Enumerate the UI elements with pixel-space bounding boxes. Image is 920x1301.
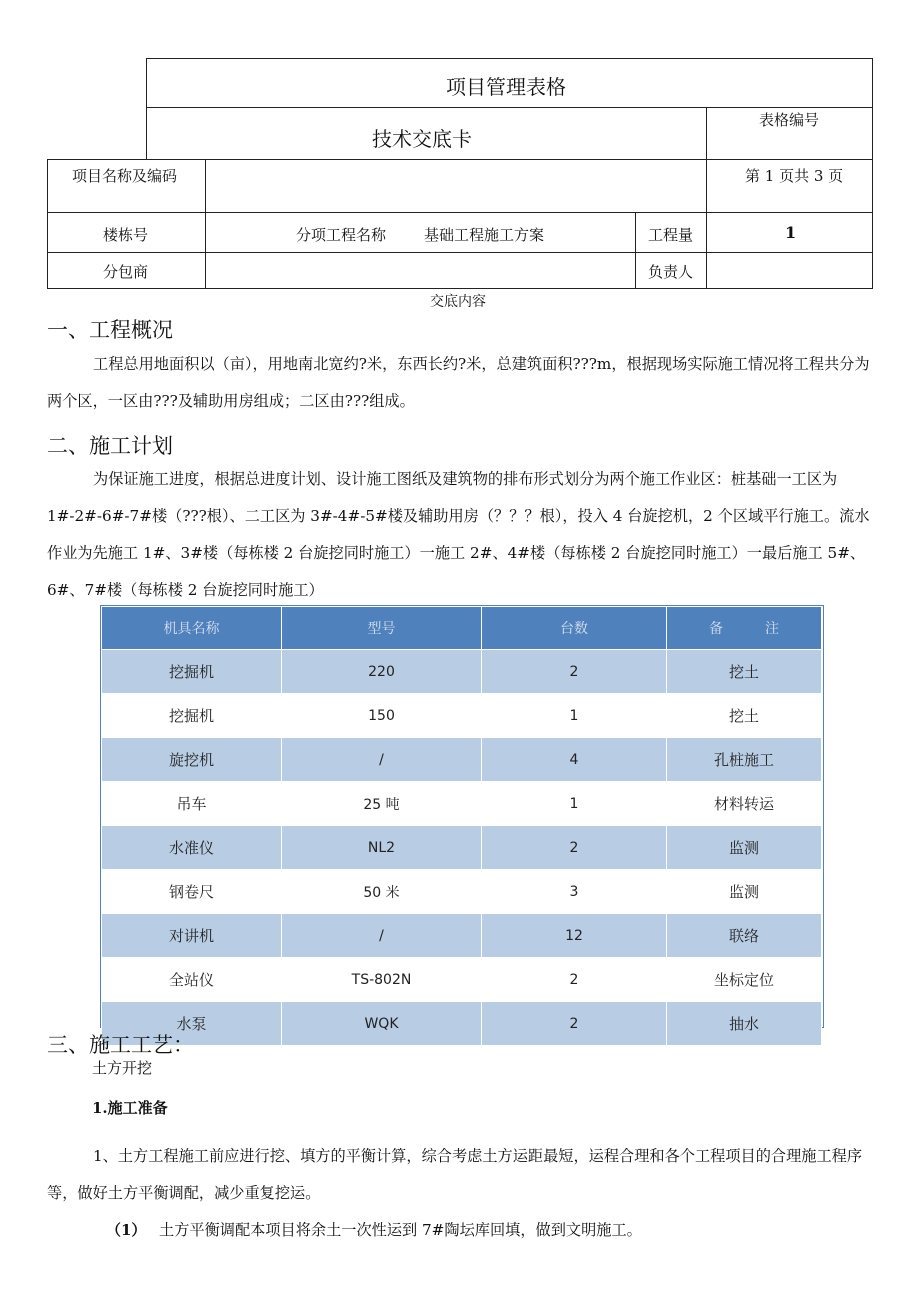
equipment-name: 钢卷尺 (102, 870, 282, 914)
equipment-header-row (102, 607, 822, 650)
section-2-text: 为保证施工进度，根据总进度计划、设计施工图纸及建筑物的排布形式划分为两个施工作业区：桩基础一工区为 1#-2#-6#-7#楼（???根）、二工区为 3#-4#-5#楼及辅助用房（？？？根），投入 4 台旋挖机，2 个区域平行施工。流水作业为先施工 1#、3#楼（每栋楼 2 台旋挖同时施工）一施工 2#、4#楼（每栋楼 2 台旋挖同时施工）一最后施工 5#、6#、7#楼（每栋楼 2 台旋挖同时施工） (47, 470, 870, 599)
table-row (102, 738, 822, 782)
equipment-model: 50 米 (282, 870, 482, 914)
section-2-title: 二、施工计划 (47, 434, 173, 458)
equipment-note: 材料转运 (667, 782, 822, 826)
item-1-number: （1） (106, 1221, 147, 1239)
sub-project-value: 基础工程施工方案 (424, 226, 545, 244)
equipment-model: 220 (282, 650, 482, 694)
item-1-text: 土方平衡调配本项目将余土一次性运到 7#陶坛库回填，做到文明施工。 (159, 1221, 642, 1239)
equipment-name: 水准仪 (102, 826, 282, 870)
equipment-model: 25 吨 (282, 782, 482, 826)
equipment-note: 监测 (667, 870, 822, 914)
equipment-note: 监测 (667, 826, 822, 870)
table-row (102, 1002, 822, 1046)
equipment-count: 1 (482, 782, 667, 826)
equipment-note: 联络 (667, 914, 822, 958)
table-row (102, 826, 822, 870)
equipment-model: 150 (282, 694, 482, 738)
equipment-count: 4 (482, 738, 667, 782)
page-info: 第 1 页共 3 页 (745, 167, 844, 185)
equipment-name: 旋挖机 (102, 738, 282, 782)
equipment-note: 孔桩施工 (667, 738, 822, 782)
sub-project-label: 分项工程名称 (296, 226, 387, 244)
equipment-model: TS-802N (282, 958, 482, 1002)
table-row (102, 914, 822, 958)
table-row (102, 650, 822, 694)
equipment-note: 抽水 (667, 1002, 822, 1046)
table-row (102, 694, 822, 738)
equipment-note: 挖土 (667, 650, 822, 694)
equipment-count: 1 (482, 694, 667, 738)
project-name-label: 项目名称及编码 (72, 167, 178, 185)
equipment-count: 2 (482, 958, 667, 1002)
responsible-label: 负责人 (648, 263, 694, 281)
section-3-title: 三、施工工艺： (47, 1033, 194, 1057)
equipment-count: 12 (482, 914, 667, 958)
building-label: 楼栋号 (103, 226, 149, 244)
equipment-model: / (282, 738, 482, 782)
prep-text: 1、土方工程施工前应进行挖、填方的平衡计算，综合考虑土方运距最短，运程合理和各个工程项目的合理施工程序等，做好土方平衡调配，减少重复挖运。 (47, 1147, 863, 1202)
equipment-header-count: 台数 (482, 607, 667, 650)
table-row (102, 958, 822, 1002)
equipment-name: 挖掘机 (102, 650, 282, 694)
form-sub-title: 技术交底卡 (372, 127, 472, 151)
equipment-header-note: 备 注 (667, 607, 822, 650)
equipment-note: 挖土 (667, 694, 822, 738)
equipment-name: 挖掘机 (102, 694, 282, 738)
quantity-value: 1 (785, 223, 797, 242)
equipment-table (101, 606, 822, 1046)
subcontractor-label: 分包商 (103, 263, 149, 281)
quantity-label: 工程量 (648, 226, 694, 244)
form-number-label: 表格编号 (759, 111, 820, 129)
equipment-model: / (282, 914, 482, 958)
equipment-model: WQK (282, 1002, 482, 1046)
equipment-header-name: 机具名称 (102, 607, 282, 650)
equipment-model: NL2 (282, 826, 482, 870)
prep-title: 1.施工准备 (92, 1099, 168, 1117)
equipment-note: 坐标定位 (667, 958, 822, 1002)
section-3-subtitle: 土方开挖 (92, 1059, 153, 1077)
equipment-count: 2 (482, 650, 667, 694)
equipment-count: 2 (482, 1002, 667, 1046)
equipment-count: 2 (482, 826, 667, 870)
equipment-name: 对讲机 (102, 914, 282, 958)
section-1-title: 一、工程概况 (47, 318, 173, 342)
form-main-title: 项目管理表格 (446, 75, 566, 99)
equipment-header-model: 型号 (282, 607, 482, 650)
table-row (102, 782, 822, 826)
table-row (102, 870, 822, 914)
equipment-name: 全站仪 (102, 958, 282, 1002)
section-1-text: 工程总用地面积以（亩），用地南北宽约?米，东西长约?米，总建筑面积???m，根据现场实际施工情况将工程共分为两个区，一区由???及辅助用房组成；二区由???组成。 (47, 355, 870, 410)
equipment-name: 水泵 (102, 1002, 282, 1046)
equipment-name: 吊车 (102, 782, 282, 826)
content-label: 交底内容 (430, 294, 486, 310)
equipment-count: 3 (482, 870, 667, 914)
